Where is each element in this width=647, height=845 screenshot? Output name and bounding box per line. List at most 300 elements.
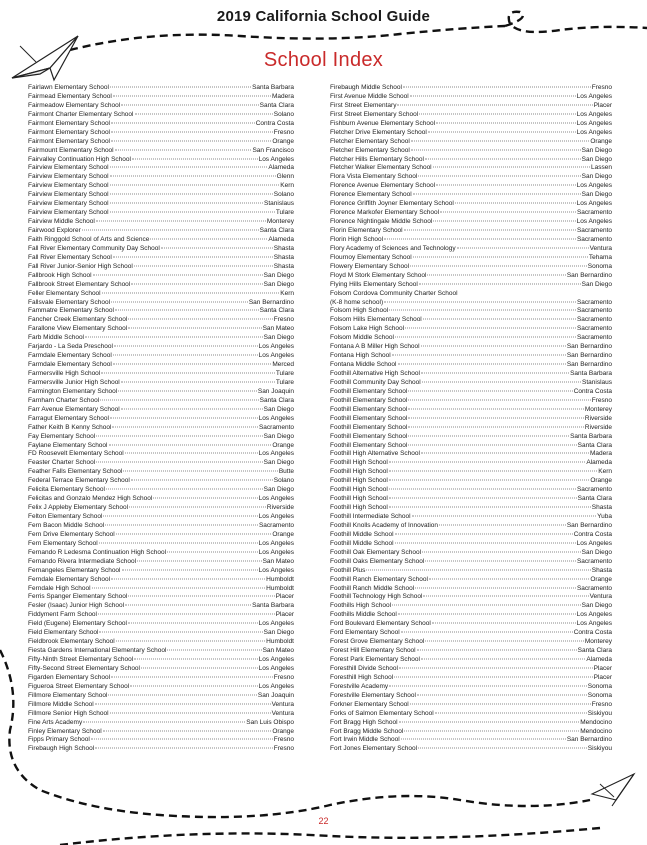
school-name: Foothill High School xyxy=(330,477,388,485)
index-entry xyxy=(28,522,294,531)
index-entry xyxy=(330,486,612,495)
county-name: Santa Barbara xyxy=(252,84,294,91)
dot-leader xyxy=(436,185,576,186)
school-name: Fillmore Elementary School xyxy=(28,691,108,699)
index-entry xyxy=(330,433,612,442)
school-name: Fletcher Walker Elementary School xyxy=(330,164,432,172)
index-entry xyxy=(330,182,612,191)
county-name: Santa Clara xyxy=(577,441,612,449)
index-entry xyxy=(330,513,612,522)
school-name: Fern Bacon Middle School xyxy=(28,521,105,529)
index-entry xyxy=(28,227,294,236)
county-name: Orange xyxy=(590,137,612,145)
school-name: Fine Arts Academy xyxy=(28,718,83,726)
index-entry xyxy=(330,719,612,728)
county-name: Los Angeles xyxy=(576,611,612,619)
county-name: Humboldt xyxy=(266,584,294,592)
dot-leader xyxy=(134,659,257,660)
school-name: Foothill Elementary School xyxy=(330,405,408,413)
school-name: Flying Hills Elementary School xyxy=(330,280,418,288)
index-entry xyxy=(28,388,294,397)
school-name: Farmersville High School xyxy=(28,370,101,377)
county-name: Los Angeles xyxy=(258,343,294,351)
index-entry xyxy=(330,745,612,754)
dot-leader xyxy=(397,104,592,105)
dot-leader xyxy=(128,328,261,329)
dot-leader xyxy=(389,310,576,311)
index-entry xyxy=(28,638,294,647)
index-entry xyxy=(330,84,612,93)
dot-leader xyxy=(108,694,256,695)
dot-leader xyxy=(110,212,275,213)
school-name: Flowery Elementary School xyxy=(330,262,410,270)
dot-leader xyxy=(110,185,280,186)
county-name: Siskiyou xyxy=(587,745,612,753)
index-entry xyxy=(28,263,294,272)
county-name: Fresno xyxy=(591,700,612,708)
index-entry xyxy=(330,424,612,433)
dot-leader xyxy=(123,471,278,472)
county-name: Sacramento xyxy=(258,423,294,431)
index-entry xyxy=(330,370,612,379)
index-entry xyxy=(330,540,612,549)
school-name: Flournoy Elementary School xyxy=(330,253,412,261)
county-name: Placer xyxy=(593,101,612,109)
county-name: Placer xyxy=(593,664,612,672)
school-name: Fieldbrook Elementary School xyxy=(28,638,115,646)
dot-leader xyxy=(421,373,569,374)
school-name: Floyd M Stork Elementary School xyxy=(330,271,427,279)
school-name: Felicitas and Gonzalo Mendez High School xyxy=(28,495,153,503)
index-entry xyxy=(28,245,294,254)
county-name: Shasta xyxy=(273,253,294,261)
dot-leader xyxy=(101,373,275,374)
dot-leader xyxy=(427,274,565,275)
index-entry xyxy=(28,647,294,656)
school-name: Foothill High Alternative School xyxy=(330,450,420,458)
index-entry xyxy=(330,450,612,459)
index-entry xyxy=(330,352,612,361)
index-entry xyxy=(330,281,612,290)
dot-leader xyxy=(125,605,251,606)
page-title: School Index xyxy=(263,49,384,71)
county-name: Los Angeles xyxy=(576,92,612,100)
dot-leader xyxy=(423,319,576,320)
index-entry xyxy=(28,129,294,138)
county-name: Los Angeles xyxy=(258,682,294,690)
county-name: Humboldt xyxy=(266,638,294,646)
school-name: Forest Hill Elementary School xyxy=(330,647,416,655)
index-entry xyxy=(28,182,294,191)
school-name: Farmington Elementary School xyxy=(28,387,118,395)
county-name: Stanislaus xyxy=(582,378,612,386)
school-name: Florin Elementary School xyxy=(330,227,403,234)
county-name: Sonoma xyxy=(587,262,612,270)
dot-leader xyxy=(113,364,271,365)
dot-leader xyxy=(411,149,581,150)
dot-leader xyxy=(99,632,262,633)
index-entry xyxy=(28,433,294,442)
index-entry xyxy=(330,388,612,397)
school-name: Fairview Elementary School xyxy=(28,182,109,190)
dot-leader xyxy=(429,578,589,579)
county-name: San Bernardino xyxy=(566,343,612,351)
dot-leader xyxy=(113,256,273,257)
county-name: Sacramento xyxy=(576,307,612,315)
dot-leader xyxy=(110,176,276,177)
school-name: Foothill Technology High School xyxy=(330,593,423,601)
school-name: Fort Bragg High School xyxy=(330,718,398,726)
index-entry xyxy=(28,513,294,522)
paper-plane-icon-right xyxy=(592,774,634,806)
county-name: San Bernardino xyxy=(248,298,294,306)
school-name: Fairview Elementary School xyxy=(28,164,109,172)
school-name: Fairview Elementary School xyxy=(28,200,109,208)
dot-leader xyxy=(110,167,268,168)
school-name: Fall River Elementary Community Day School xyxy=(28,244,160,252)
dot-leader xyxy=(113,355,258,356)
index-entry xyxy=(28,620,294,629)
school-name: Fairmont Elementary School xyxy=(28,137,111,145)
dot-leader xyxy=(408,408,584,409)
dot-leader xyxy=(112,426,257,427)
county-name: Santa Barbara xyxy=(252,602,294,610)
index-entry xyxy=(330,129,612,138)
dot-leader xyxy=(111,301,248,302)
index-entry xyxy=(28,602,294,611)
school-name: Foothill Elementary School xyxy=(330,423,408,431)
index-entry xyxy=(330,504,612,513)
school-name: Foothills Middle School xyxy=(330,611,397,619)
county-name: Butte xyxy=(278,468,294,476)
index-entry xyxy=(28,540,294,549)
school-name: FD Roosevelt Elementary School xyxy=(28,450,124,458)
dot-leader xyxy=(153,498,257,499)
dot-leader xyxy=(83,721,245,722)
school-name: Foothill Community Day School xyxy=(330,378,421,386)
county-name: Placer xyxy=(275,611,294,619)
dot-leader xyxy=(389,507,591,508)
index-entry xyxy=(330,576,612,585)
county-name: Alameda xyxy=(268,235,294,243)
school-name: Forestville Academy xyxy=(330,682,389,690)
county-name: Los Angeles xyxy=(576,110,612,118)
index-entry xyxy=(28,665,294,674)
index-entry xyxy=(330,272,612,281)
index-entry xyxy=(330,299,612,308)
school-name: Felicita Elementary School xyxy=(28,486,105,494)
county-name: Alameda xyxy=(268,164,294,172)
dot-leader xyxy=(95,748,273,749)
index-entry xyxy=(28,728,294,737)
school-name: Farb Middle School xyxy=(28,334,84,342)
index-entry xyxy=(28,254,294,263)
county-name: Kern xyxy=(280,182,294,190)
dot-leader xyxy=(395,533,573,534)
county-name: Monterey xyxy=(584,638,612,646)
dot-leader xyxy=(421,346,566,347)
school-name: Fernando R Ledesma Continuation High School xyxy=(28,548,167,556)
county-name: Los Angeles xyxy=(258,664,294,672)
county-name: Fresno xyxy=(273,745,294,753)
index-entry xyxy=(28,120,294,129)
index-entry xyxy=(330,549,612,558)
school-name: Forest Grove Elementary School xyxy=(330,638,425,646)
index-entry xyxy=(330,665,612,674)
school-name: Foothill Plus xyxy=(330,566,366,574)
school-name: Fairmeadow Elementary School xyxy=(28,101,121,109)
county-name: Tulare xyxy=(275,209,294,217)
school-name: First Avenue Middle School xyxy=(330,92,409,100)
county-name: Contra Costa xyxy=(573,530,612,538)
school-name: Father Keith B Kenny School xyxy=(28,423,112,431)
dot-leader xyxy=(421,453,589,454)
county-name: Riverside xyxy=(584,414,612,422)
school-name: Feather Falls Elementary School xyxy=(28,468,123,476)
index-entry xyxy=(28,84,294,93)
dot-leader xyxy=(167,551,258,552)
dot-leader xyxy=(457,247,589,248)
dot-leader xyxy=(137,560,262,561)
school-name: Fairview Elementary School xyxy=(28,173,109,181)
county-name: Solano xyxy=(273,110,294,118)
index-entry xyxy=(330,147,612,156)
dot-leader xyxy=(141,667,258,668)
school-name: Folsom Hills Elementary School xyxy=(330,316,422,324)
county-name: Los Angeles xyxy=(258,414,294,422)
index-entry xyxy=(28,397,294,406)
dot-leader xyxy=(415,587,576,588)
index-entry xyxy=(330,191,612,200)
index-entry xyxy=(28,370,294,379)
dot-leader xyxy=(395,542,576,543)
index-entry xyxy=(330,442,612,451)
school-name: Fallsvale Elementary School xyxy=(28,298,111,306)
dot-leader xyxy=(102,292,280,293)
index-entry xyxy=(330,692,612,701)
school-name: Fifty-Ninth Street Elementary School xyxy=(28,656,134,663)
school-name: Fontana High School xyxy=(330,352,391,360)
dot-leader xyxy=(135,113,273,114)
dot-leader xyxy=(410,265,587,266)
dot-leader xyxy=(399,721,580,722)
county-name: Orange xyxy=(272,530,294,538)
county-name: Los Angeles xyxy=(576,620,612,628)
county-name: San Luis Obispo xyxy=(246,718,294,726)
dot-leader xyxy=(408,435,569,436)
county-name: Los Angeles xyxy=(258,620,294,628)
county-name: Contra Costa xyxy=(573,629,612,637)
county-name: Los Angeles xyxy=(576,539,612,547)
school-name: Foothill Oaks Elementary School xyxy=(330,557,425,565)
dot-leader xyxy=(110,87,251,88)
dot-leader xyxy=(410,703,591,704)
dot-leader xyxy=(110,203,263,204)
county-name: Sonoma xyxy=(587,682,612,690)
index-entry xyxy=(28,236,294,245)
county-name: Santa Clara xyxy=(259,227,294,234)
school-name: Fillmore Middle School xyxy=(28,700,94,708)
index-entry xyxy=(28,290,294,299)
school-name: Farr Avenue Elementary School xyxy=(28,405,120,413)
index-entry xyxy=(330,218,612,227)
county-name: Lassen xyxy=(591,164,612,172)
dot-leader xyxy=(116,641,265,642)
dot-leader xyxy=(433,167,590,168)
county-name: Sacramento xyxy=(576,298,612,306)
school-name: Fiddyment Farm School xyxy=(28,611,97,619)
dot-leader xyxy=(121,381,275,382)
index-entry xyxy=(330,585,612,594)
dot-leader xyxy=(425,641,584,642)
dot-leader xyxy=(131,480,273,481)
county-name: Sacramento xyxy=(576,235,612,243)
school-name: Florence Griffith Joyner Elementary School xyxy=(330,200,454,208)
dot-leader xyxy=(389,462,586,463)
index-entry xyxy=(330,111,612,120)
index-column-left xyxy=(28,84,294,754)
school-name: Fletcher Elementary School xyxy=(330,146,410,154)
school-name: Ford Boulevard Elementary School xyxy=(330,620,431,628)
county-name: Orange xyxy=(272,441,294,449)
dot-leader xyxy=(401,632,573,633)
county-name: Madera xyxy=(589,450,612,458)
dot-leader xyxy=(408,444,576,445)
county-name: Mendocino xyxy=(580,727,612,735)
index-entry xyxy=(28,549,294,558)
index-entry xyxy=(330,674,612,683)
county-name: Los Angeles xyxy=(576,200,612,208)
index-entry xyxy=(28,424,294,433)
dot-leader xyxy=(419,113,575,114)
school-name: Faith Ringgold School of Arts and Science xyxy=(28,235,150,243)
county-name: Sacramento xyxy=(576,557,612,565)
county-name: Santa Clara xyxy=(577,647,612,655)
dot-leader xyxy=(410,95,576,96)
county-name: Fresno xyxy=(591,396,612,404)
index-entry xyxy=(330,361,612,370)
dot-leader xyxy=(115,149,252,150)
dot-leader xyxy=(425,560,576,561)
index-entry xyxy=(28,191,294,200)
index-entry xyxy=(28,710,294,719)
school-name: Ford Elementary School xyxy=(330,629,400,637)
school-name: Feller Elementary School xyxy=(28,289,101,297)
dot-leader xyxy=(366,569,590,570)
school-name: Fillmore Senior High School xyxy=(28,709,109,717)
county-name: Los Angeles xyxy=(576,218,612,226)
dot-leader xyxy=(392,355,566,356)
school-name: Foothills High School xyxy=(330,602,392,610)
school-name: Fifty-Second Street Elementary School xyxy=(28,664,140,672)
school-name: Foothill High School xyxy=(330,459,388,467)
school-name: Fallbrook Street Elementary School xyxy=(28,280,131,288)
county-name: Shasta xyxy=(273,244,294,252)
dot-leader xyxy=(122,569,258,570)
index-entry xyxy=(330,325,612,334)
school-name: Florence Avenue Elementary School xyxy=(330,182,436,190)
school-name: Folsom Middle School xyxy=(330,334,394,342)
school-name: Finley Elementary School xyxy=(28,727,102,735)
index-entry xyxy=(330,620,612,629)
school-name: Forestville Elementary School xyxy=(330,691,416,699)
dot-leader xyxy=(125,453,258,454)
dot-leader xyxy=(422,551,581,552)
dot-leader xyxy=(432,623,576,624)
dot-leader xyxy=(384,238,576,239)
county-name: Alameda xyxy=(586,656,612,663)
dot-leader xyxy=(417,650,577,651)
county-name: Santa Clara xyxy=(259,307,294,315)
school-name: Foothill High School xyxy=(330,504,388,512)
school-name: Foresthill High School xyxy=(330,673,394,681)
dot-leader xyxy=(389,489,576,490)
school-name: Figarden Elementary School xyxy=(28,673,111,681)
index-entry xyxy=(330,236,612,245)
index-entry xyxy=(330,495,612,504)
index-entry xyxy=(28,531,294,540)
dot-leader xyxy=(161,247,273,248)
county-name: Shasta xyxy=(591,504,612,512)
school-name: Firebaugh Middle School xyxy=(330,84,402,91)
school-name: Fairwood Explorer xyxy=(28,227,81,234)
school-name: Fern Elementary School xyxy=(28,539,98,547)
county-name: Orange xyxy=(272,137,294,145)
school-name: Foothill Knolls Academy of Innovation xyxy=(330,521,439,529)
county-name: Contra Costa xyxy=(573,387,612,395)
dot-leader xyxy=(398,614,576,615)
school-name: Florin High School xyxy=(330,235,384,243)
index-entry xyxy=(28,93,294,102)
dot-leader xyxy=(399,667,593,668)
index-entry xyxy=(330,173,612,182)
county-name: Tehama xyxy=(588,253,612,261)
county-name: Sacramento xyxy=(576,209,612,217)
index-entry xyxy=(330,200,612,209)
index-entry xyxy=(330,710,612,719)
school-name: Fairmont Charter Elementary School xyxy=(28,110,134,118)
school-name: Foothill Oak Elementary School xyxy=(330,548,422,556)
index-entry xyxy=(28,593,294,602)
county-name: Tulare xyxy=(275,378,294,386)
school-name: Fay Elementary School xyxy=(28,432,96,440)
county-name: Shasta xyxy=(591,566,612,574)
county-name: San Mateo xyxy=(262,647,294,655)
dot-leader xyxy=(110,712,271,713)
school-name: Fernangeles Elementary School xyxy=(28,566,121,574)
dot-leader xyxy=(455,203,576,204)
school-name: Felton Elementary School xyxy=(28,513,103,520)
index-entry xyxy=(28,745,294,754)
index-entry xyxy=(28,495,294,504)
county-name: Contra Costa xyxy=(255,119,294,127)
school-name: Fairview Elementary School xyxy=(28,209,109,217)
county-name: Solano xyxy=(273,477,294,485)
dot-leader xyxy=(425,158,581,159)
index-entry xyxy=(28,629,294,638)
index-entry xyxy=(28,316,294,325)
index-entry xyxy=(330,316,612,325)
county-name: San Diego xyxy=(581,146,612,154)
dot-leader xyxy=(440,212,576,213)
index-entry xyxy=(28,656,294,665)
school-name: Ferndale High School xyxy=(28,584,91,592)
dot-leader xyxy=(96,462,262,463)
dot-leader xyxy=(129,507,266,508)
index-entry xyxy=(330,647,612,656)
dot-leader xyxy=(408,399,590,400)
index-entry xyxy=(330,728,612,737)
